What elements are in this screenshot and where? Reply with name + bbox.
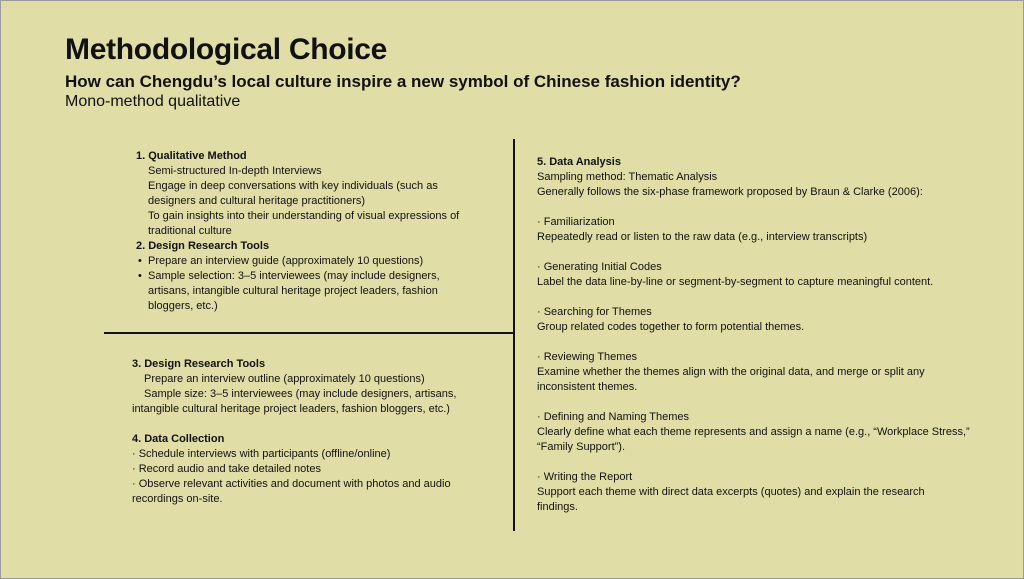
phase-title: · Defining and Naming Themes — [537, 411, 690, 423]
section-text: traditional culture — [148, 225, 232, 237]
slide-title: Methodological Choice — [65, 33, 388, 66]
bullet-continuation: bloggers, etc.) — [148, 300, 218, 312]
section-text: intangible cultural heritage project leaders, fashion bloggers, etc.) — [132, 403, 450, 415]
phase-description: Label the data line-by-line or segment-by-segment to capture meaningful content. — [537, 276, 934, 288]
section-text: Semi-structured In-depth Interviews — [148, 165, 322, 177]
phase-description: inconsistent themes. — [537, 381, 638, 393]
phase-description: Group related codes together to form potential themes. — [537, 321, 805, 333]
section-text: Generally follows the six-phase framework proposed by Braun & Clarke (2006): — [537, 186, 923, 198]
phase-title: · Searching for Themes — [537, 306, 652, 318]
section-text: Sampling method: Thematic Analysis — [537, 171, 718, 183]
phase-description: Support each theme with direct data excerpts (quotes) and explain the research — [537, 486, 925, 498]
section-heading: 5. Data Analysis — [537, 156, 621, 168]
research-question: How can Chengdu’s local culture inspire a new symbol of Chinese fashion identity? — [65, 72, 741, 91]
phase-title: · Generating Initial Codes — [537, 261, 662, 273]
section-heading: 2. Design Research Tools — [136, 240, 270, 252]
section-text: To gain insights into their understanding of visual expressions of — [148, 210, 460, 222]
phase-title: · Familiarization — [537, 216, 615, 228]
phase-title: · Writing the Report — [537, 471, 633, 483]
phase-description: Examine whether the themes align with the original data, and merge or split any — [537, 366, 925, 378]
phase-description: Clearly define what each theme represents and assign a name (e.g., “Workplace Stress,” — [537, 426, 970, 438]
section-text: designers and cultural heritage practitioners) — [148, 195, 366, 207]
section-text: · Observe relevant activities and document with photos and audio — [132, 478, 451, 490]
section-text: Engage in deep conversations with key individuals (such as — [148, 180, 438, 192]
horizontal-divider — [104, 332, 514, 334]
bullet-continuation: artisans, intangible cultural heritage project leaders, fashion — [148, 285, 438, 297]
section-qualitative-method — [136, 149, 459, 314]
section-text: recordings on-site. — [132, 493, 223, 505]
section-heading: 4. Data Collection — [132, 433, 225, 445]
method-label: Mono-method qualitative — [65, 93, 241, 110]
phase-description: “Family Support”). — [537, 441, 626, 453]
section-data-analysis — [537, 155, 970, 515]
vertical-divider — [513, 139, 515, 531]
phase-description: findings. — [537, 501, 578, 513]
section-text: · Schedule interviews with participants (offline/online) — [132, 448, 391, 460]
section-heading: 1. Qualitative Method — [136, 150, 247, 162]
section-text: · Record audio and take detailed notes — [132, 463, 321, 475]
bullet-item: • Sample selection: 3–5 interviewees (may include designers, — [136, 269, 459, 284]
section-design-research-tools — [132, 357, 456, 507]
phase-description: Repeatedly read or listen to the raw data (e.g., interview transcripts) — [537, 231, 868, 243]
section-text: Prepare an interview outline (approximately 10 questions) — [144, 373, 425, 385]
bullet-item: • Prepare an interview guide (approximately 10 questions) — [136, 254, 459, 269]
phase-title: · Reviewing Themes — [537, 351, 638, 363]
section-text: Sample size: 3–5 interviewees (may include designers, artisans, — [144, 388, 457, 400]
section-heading: 3. Design Research Tools — [132, 358, 266, 370]
